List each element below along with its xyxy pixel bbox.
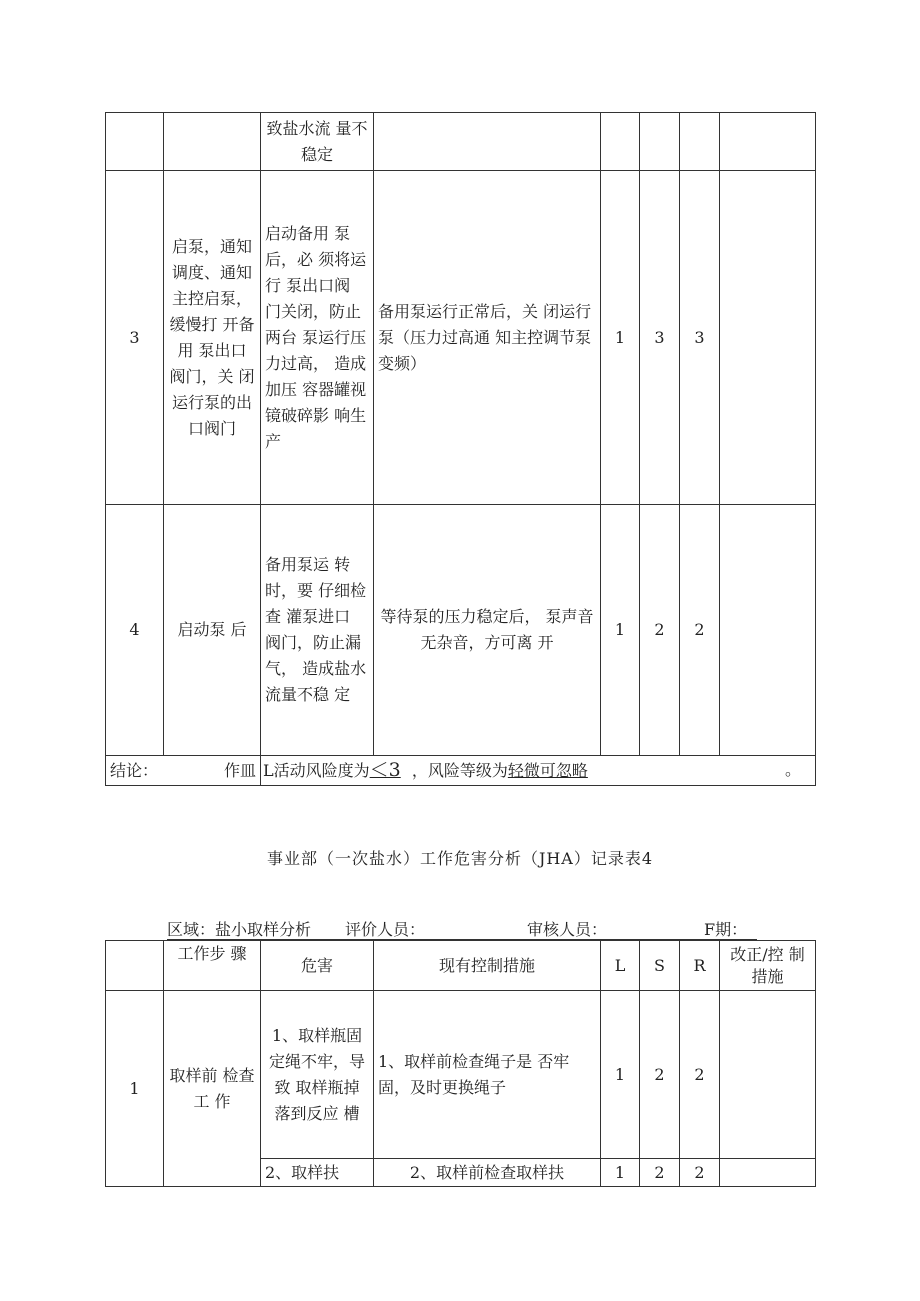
header-no bbox=[106, 941, 164, 991]
risk: 2 bbox=[680, 505, 720, 756]
corrective-measures bbox=[720, 171, 816, 505]
risk-level: 轻微可忽略 bbox=[507, 761, 588, 780]
conclusion-prefix: 作皿 bbox=[223, 760, 256, 780]
corrective-measures bbox=[720, 991, 816, 1159]
risk-value: ＜3 bbox=[369, 759, 401, 781]
info-line bbox=[167, 917, 757, 940]
likelihood bbox=[601, 113, 640, 171]
conclusion-end: 。 bbox=[784, 760, 801, 779]
likelihood: 1 bbox=[601, 1159, 640, 1187]
step-number bbox=[106, 113, 164, 171]
control-measures: 等待泵的压力稳定后， 泵声音无杂音，方可离 开 bbox=[374, 505, 601, 756]
control-measures: 2、取样前检查取样扶 bbox=[374, 1159, 601, 1187]
header-measures: 现有控制措施 bbox=[374, 941, 601, 991]
conclusion-row bbox=[106, 756, 816, 786]
control-measures: 1、取样前检查绳子是 否牢固，及时更换绳子 bbox=[374, 991, 601, 1159]
severity: 3 bbox=[640, 171, 680, 505]
table-row bbox=[106, 113, 816, 171]
table-header bbox=[106, 941, 816, 991]
control-measures: 备用泵运行正常后，关 闭运行泵（压力过高通 知主控调节泵变频） bbox=[374, 171, 601, 505]
area-label: 区域：盐小取样分析 bbox=[167, 920, 312, 939]
risk: 2 bbox=[680, 1159, 720, 1187]
header-l: L bbox=[601, 941, 640, 991]
likelihood: 1 bbox=[601, 991, 640, 1159]
page-title: 事业部（一次盐水）工作危害分析（JHA）记录表4 bbox=[266, 849, 654, 868]
likelihood: 1 bbox=[601, 505, 640, 756]
hazard: 启动备用 泵后，必 须将运行 泵出口阀 门关闭，防止两台 泵运行压 力过高， 造成加压 容器罐视镜破碎影 响生产 bbox=[261, 171, 374, 505]
header-fix: 改正/控 制措施 bbox=[720, 941, 816, 991]
severity bbox=[640, 113, 680, 171]
step-number: 4 bbox=[106, 505, 164, 756]
header-hazard: 危害 bbox=[261, 941, 374, 991]
header-r: R bbox=[680, 941, 720, 991]
date-label: F期： bbox=[704, 920, 748, 939]
hazard: 备用泵运 转时，要 仔细检查 灌泵进口 阀门，防止漏气， 造成盐水 流量不稳 定 bbox=[261, 505, 374, 756]
conclusion-text-cell bbox=[261, 756, 816, 786]
conclusion-label: 结论： bbox=[110, 760, 159, 780]
severity: 2 bbox=[640, 1159, 680, 1187]
table-row bbox=[106, 505, 816, 756]
conclusion-text1: L活动风险度为 bbox=[263, 761, 370, 780]
reviewer-label: 审核人员： bbox=[527, 920, 608, 939]
table-row bbox=[106, 171, 816, 505]
risk bbox=[680, 113, 720, 171]
step-number: 3 bbox=[106, 171, 164, 505]
jha-table-4 bbox=[105, 940, 816, 1187]
header-step: 工作步 骤 bbox=[164, 941, 261, 991]
conclusion-label-cell bbox=[106, 756, 261, 786]
table-row bbox=[106, 991, 816, 1159]
hazard: 致盐水流 量不稳定 bbox=[261, 113, 374, 171]
likelihood: 1 bbox=[601, 171, 640, 505]
header-s: S bbox=[640, 941, 680, 991]
evaluator-label: 评价人员： bbox=[345, 920, 426, 939]
hazard: 2、取样扶 bbox=[261, 1159, 374, 1187]
severity: 2 bbox=[640, 991, 680, 1159]
corrective-measures bbox=[720, 113, 816, 171]
jha-table-previous bbox=[105, 112, 816, 786]
risk: 3 bbox=[680, 171, 720, 505]
corrective-measures bbox=[720, 505, 816, 756]
corrective-measures bbox=[720, 1159, 816, 1187]
work-step: 启泵，通知调度、通知主控启泵，缓慢打 开备用 泵出口 阀门，关 闭运行泵的出 口阀门 bbox=[164, 171, 261, 505]
hazard: 1、取样瓶固定绳不牢，导致 取样瓶掉 落到反应 槽 bbox=[261, 991, 374, 1159]
step-number: 1 bbox=[106, 991, 164, 1187]
severity: 2 bbox=[640, 505, 680, 756]
control-measures bbox=[374, 113, 601, 171]
work-step: 启动泵 后 bbox=[164, 505, 261, 756]
conclusion-text2: ，风险等级为 bbox=[411, 761, 508, 780]
risk: 2 bbox=[680, 991, 720, 1159]
work-step: 取样前 检查工 作 bbox=[164, 991, 261, 1187]
work-step bbox=[164, 113, 261, 171]
